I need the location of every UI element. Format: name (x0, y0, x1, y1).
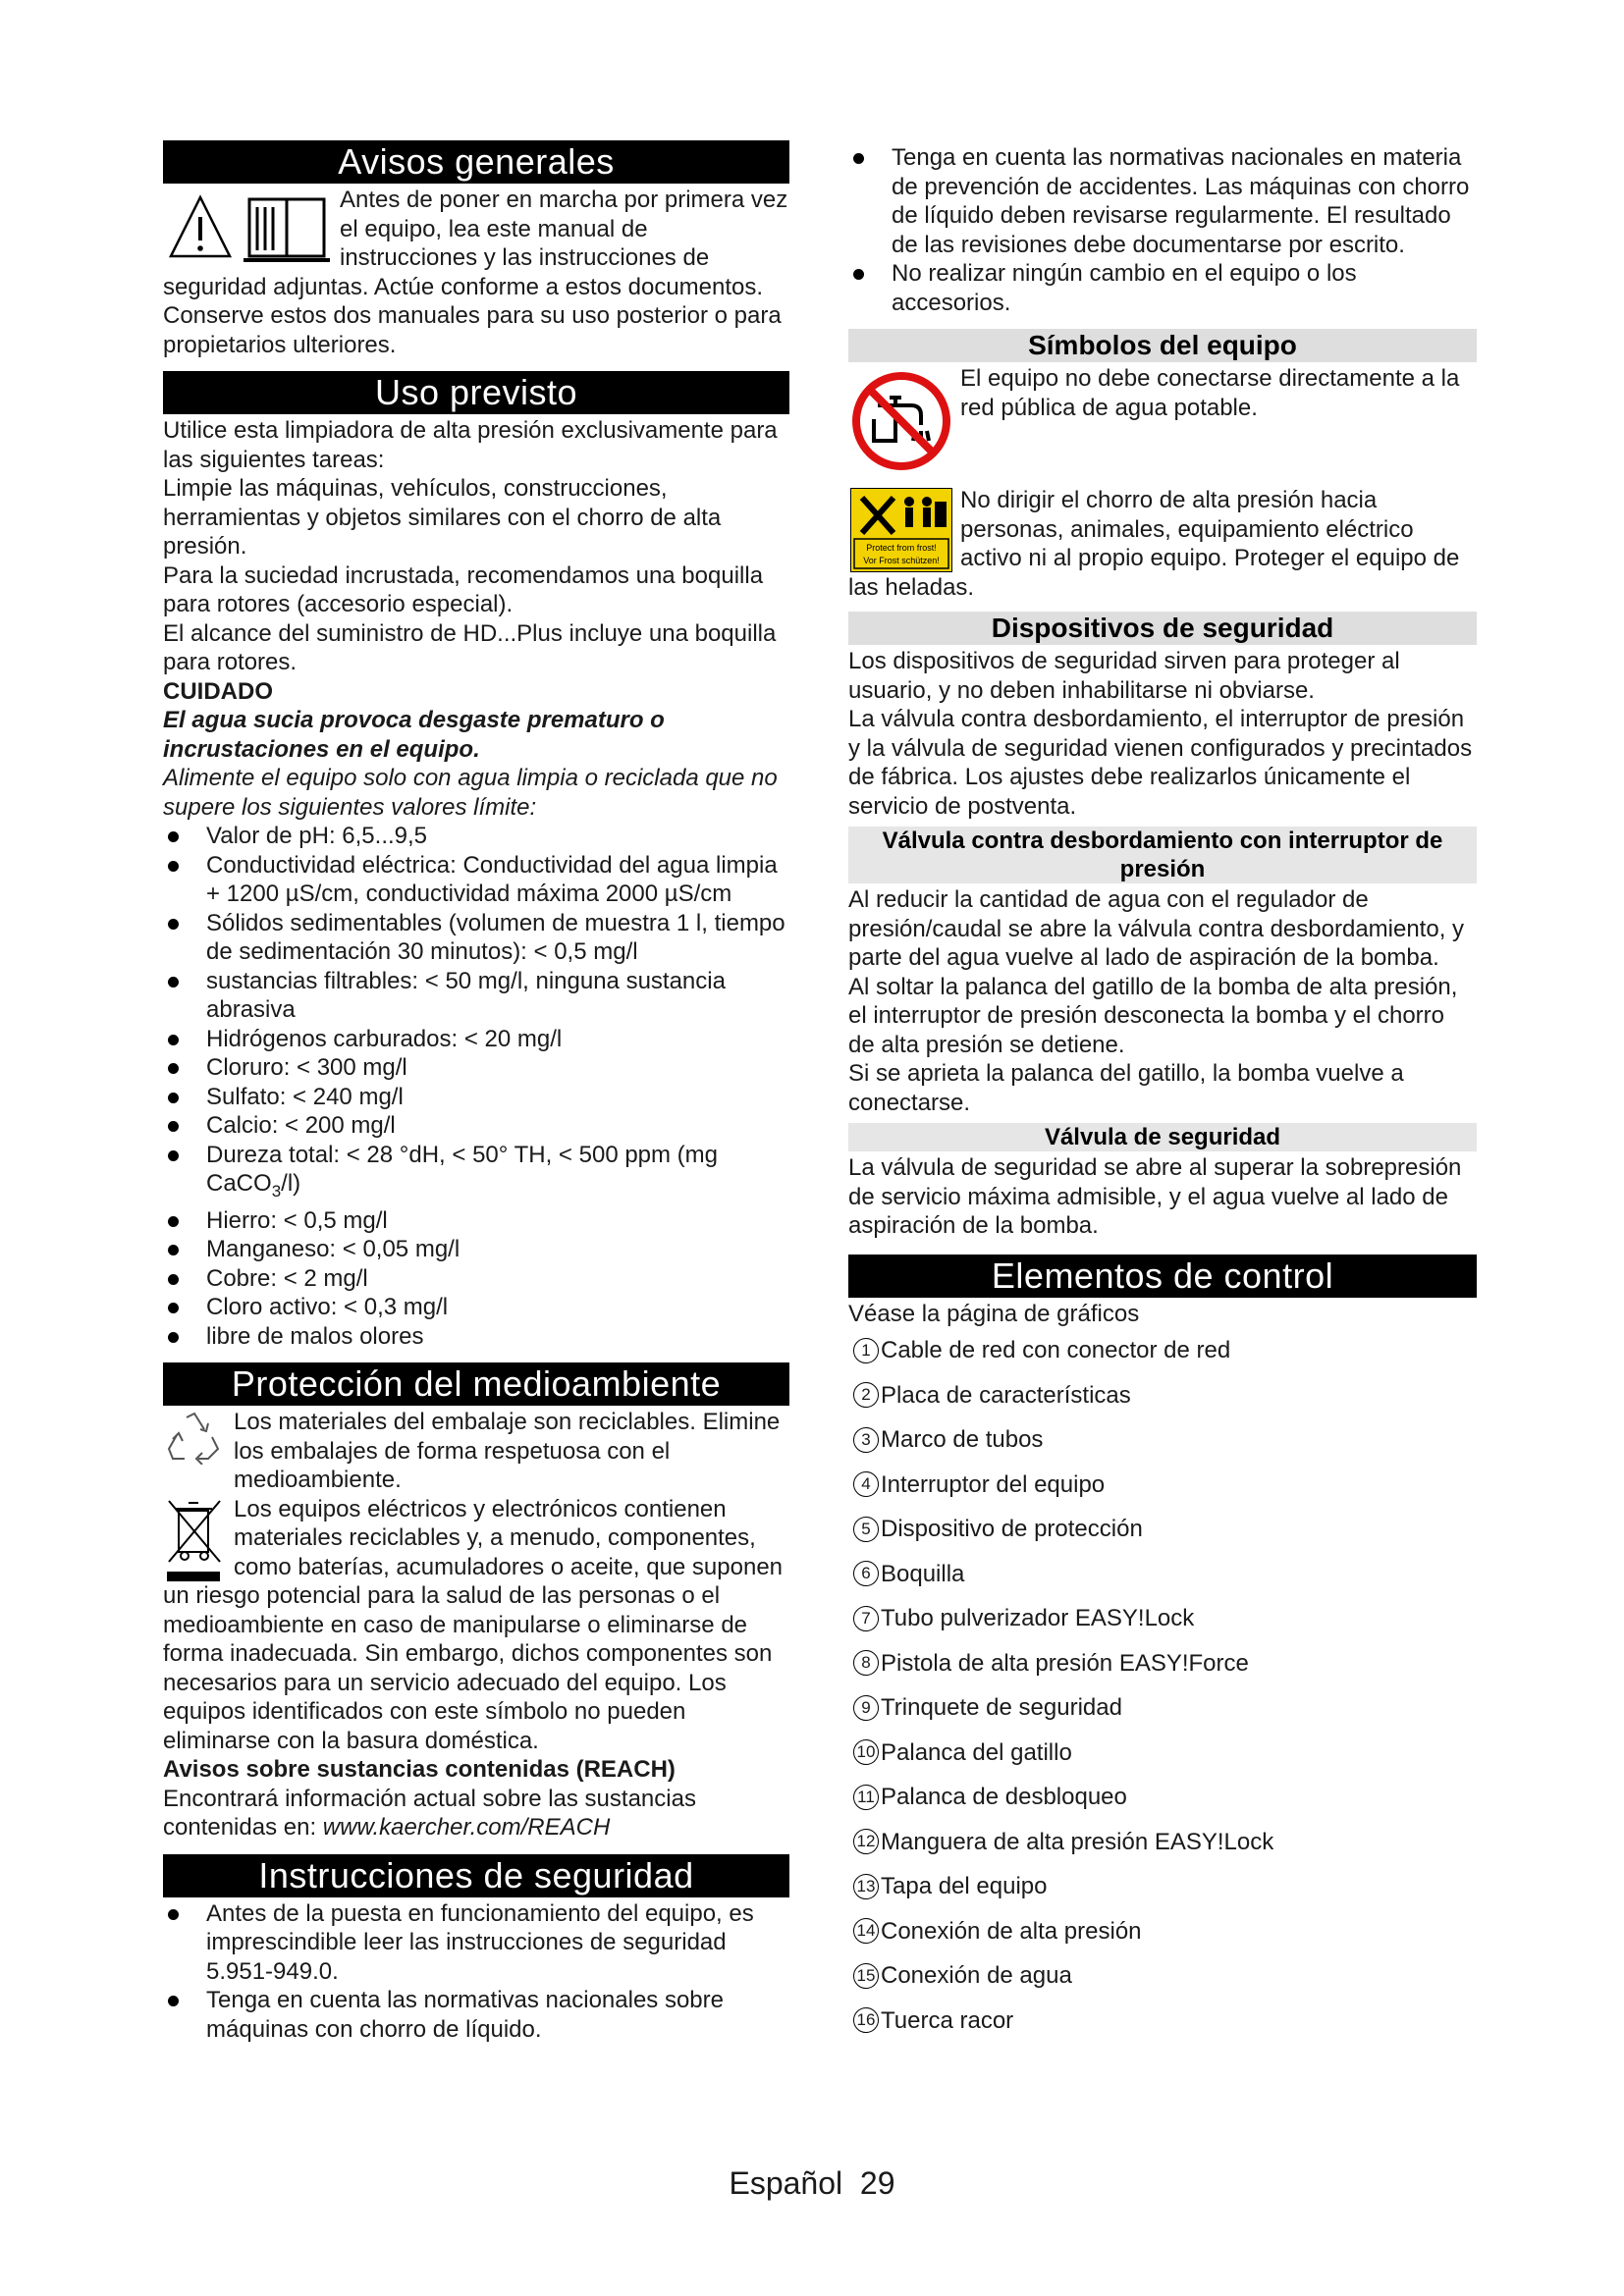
footer-language: Español (729, 2165, 843, 2201)
medio-text-2: Los equipos eléctricos y electrónicos contienen materiales reciclables y, a menudo, componentes, como baterías, acumuladores o aceite, que suponen un riesgo potencial para la salud de las personas o el medioambiente en caso de manipularse o eliminarse de forma inadecuada. Sin embargo, dichos componentes son necesarios para un servicio adecuado del equipo. Los equipos identificados con este símbolo no pueden eliminarse con la basura doméstica. (163, 1495, 784, 1754)
uso-text-1: Utilice esta limpiadora de alta presión exclusivamente para las siguientes tareas: (163, 417, 778, 473)
list-item: sustancias filtrables: < 50 mg/l, ninguna sustancia abrasiva (163, 967, 789, 1025)
list-item: 11 Palanca de desbloqueo (848, 1775, 1477, 1820)
uso-text-3: Para la suciedad incrustada, recomendamos una boquilla para rotores (accesorio especial). (163, 561, 764, 617)
no-spray-warning-label-icon (850, 488, 952, 572)
list-item: 5 Dispositivo de protección (848, 1507, 1477, 1552)
heading-valvula-seguridad: Válvula de seguridad (848, 1123, 1477, 1151)
list-item: 14 Conexión de alta presión (848, 1909, 1477, 1954)
safety-list-right (848, 143, 1477, 317)
dispositivos-text-2: La válvula contra desbordamiento, el interruptor de presión y la válvula de seguridad vienen configurados y precintados de fábrica. Los ajustes debe realizarlos únicamente el servicio de postventa. (848, 706, 1473, 820)
dispositivos-text-1: Los dispositivos de seguridad sirven para proteger al usuario, y no deben inhabilitarse ni obviarse. (848, 648, 1400, 704)
left-column (163, 140, 789, 2044)
simbolo-text-2: No dirigir el chorro de alta presión hacia personas, animales, equipamiento eléctrico activo ni al propio equipo. Proteger el equipo de las heladas. (848, 487, 1460, 601)
list-item: Tenga en cuenta las normativas nacionales en materia de prevención de accidentes. Las máquinas con chorro de líquido deben revisarse regularmente. El resultado de las revisiones debe documentarse por escrito. (848, 143, 1477, 259)
heading-dispositivos-seguridad: Dispositivos de seguridad (848, 612, 1477, 645)
list-item: 16 Tuerca racor (848, 1999, 1477, 2044)
list-item: Valor de pH: 6,5...9,5 (163, 822, 789, 851)
reach-title: Avisos sobre sustancias contenidas (REACH) (163, 1756, 676, 1783)
list-item: Antes de la puesta en funcionamiento del equipo, es imprescindible leer las instrucciones de seguridad 5.951-949.0. (163, 1899, 789, 1987)
list-item: 6 Boquilla (848, 1552, 1477, 1597)
list-item: Tenga en cuenta las normativas nacionales sobre máquinas con chorro de líquido. (163, 1986, 789, 2044)
warning-manual-icon (167, 191, 340, 264)
page-footer (0, 2165, 1624, 2202)
valvula-desb-text-3: Si se aprieta la palanca del gatillo, la bomba vuelve a conectarse. (848, 1060, 1404, 1116)
water-limits-list (163, 822, 789, 1351)
heading-instrucciones-seguridad: Instrucciones de seguridad (163, 1854, 789, 1897)
svg-text:Vor Frost schützen!: Vor Frost schützen! (863, 556, 940, 565)
list-item: 13 Tapa del equipo (848, 1864, 1477, 1909)
list-item: 4 Interruptor del equipo (848, 1463, 1477, 1508)
list-item: Cobre: < 2 mg/l (163, 1264, 789, 1294)
list-item: No realizar ningún cambio en el equipo o los accesorios. (848, 259, 1477, 317)
list-item: Sulfato: < 240 mg/l (163, 1083, 789, 1112)
weee-bin-icon (165, 1497, 226, 1585)
heading-uso-previsto: Uso previsto (163, 371, 789, 414)
avisos-text-2: Conserve estos dos manuales para su uso posterior o para propietarios ulteriores. (163, 302, 782, 358)
list-item: Hidrógenos carburados: < 20 mg/l (163, 1025, 789, 1054)
recycling-icon (165, 1410, 224, 1465)
list-item: 3 Marco de tubos (848, 1417, 1477, 1463)
heading-proteccion-medioambiente: Protección del medioambiente (163, 1362, 789, 1406)
list-item: Conductividad eléctrica: Conductividad del agua limpia + 1200 µS/cm, conductividad máxima 2000 µS/cm (163, 851, 789, 909)
reach-text: Encontrará información actual sobre las sustancias contenidas en: (163, 1785, 696, 1841)
valvula-desb-text-2: Al soltar la palanca del gatillo de la bomba de alta presión, el interruptor de presión desconecta la bomba y el chorro de alta presión se detiene. (848, 973, 1458, 1058)
reach-link[interactable]: www.kaercher.com/REACH (322, 1814, 611, 1841)
page-number: 29 (859, 2165, 895, 2201)
list-item: Manganeso: < 0,05 mg/l (163, 1235, 789, 1264)
list-item: 12 Manguera de alta presión EASY!Lock (848, 1820, 1477, 1865)
list-item-hardness: Dureza total: < 28 °dH, < 50° TH, < 500 ppm (mg CaCO$_3$/l) (163, 1141, 789, 1206)
list-item: 2 Placa de características (848, 1373, 1477, 1418)
list-item: 9 Trinquete de seguridad (848, 1685, 1477, 1731)
svg-text:Protect from frost!: Protect from frost! (866, 543, 937, 553)
list-item: 8 Pistola de alta presión EASY!Force (848, 1641, 1477, 1686)
right-column (848, 143, 1477, 2043)
safety-list-left (163, 1899, 789, 2045)
heading-avisos-generales: Avisos generales (163, 140, 789, 184)
list-item: Calcio: < 200 mg/l (163, 1111, 789, 1141)
list-item: 10 Palanca del gatillo (848, 1731, 1477, 1776)
elementos-intro: Véase la página de gráficos (848, 1300, 1140, 1327)
list-item: Hierro: < 0,5 mg/l (163, 1206, 789, 1236)
avisos-text-1: Antes de poner en marcha por primera vez el equipo, lea este manual de instrucciones y las instrucciones de seguridad adjuntas. Actúe conforme a estos documentos. (163, 187, 788, 300)
caution-warning: El agua sucia provoca desgaste prematuro o incrustaciones en el equipo. (163, 707, 665, 763)
caution-label: CUIDADO (163, 677, 273, 705)
medio-text-1: Los materiales del embalaje son reciclables. Elimine los embalajes de forma respetuosa con el medioambiente. (234, 1409, 781, 1493)
avisos-block (163, 186, 789, 359)
heading-elementos-control: Elementos de control (848, 1255, 1477, 1298)
heading-valvula-desbordamiento: Válvula contra desbordamiento con interruptor de presión (848, 827, 1477, 883)
control-elements-list (848, 1328, 1477, 2043)
list-item: Cloruro: < 300 mg/l (163, 1053, 789, 1083)
no-drinking-water-connection-icon (850, 370, 952, 472)
list-item: Cloro activo: < 0,3 mg/l (163, 1293, 789, 1322)
uso-text-2: Limpie las máquinas, vehículos, construcciones, herramientas y objetos similares con el chorro de alta presión. (163, 475, 722, 560)
list-item: 1 Cable de red con conector de red (848, 1328, 1477, 1373)
valvula-seg-text: La válvula de seguridad se abre al superar la sobrepresión de servicio máxima admisible, y el agua vuelve al lado de aspiración de la bomba. (848, 1154, 1462, 1239)
heading-simbolos-equipo: Símbolos del equipo (848, 329, 1477, 362)
caution-instruction: Alimente el equipo solo con agua limpia o reciclada que no supere los siguientes valores límite: (163, 765, 778, 821)
list-item: 7 Tubo pulverizador EASY!Lock (848, 1596, 1477, 1641)
simbolo-text-1: El equipo no debe conectarse directamente a la red pública de agua potable. (960, 365, 1460, 421)
list-item: Sólidos sedimentables (volumen de muestra 1 l, tiempo de sedimentación 30 minutos): < 0,5 mg/l (163, 909, 789, 967)
valvula-desb-text-1: Al reducir la cantidad de agua con el regulador de presión/caudal se abre la válvula contra desbordamiento, y parte del agua vuelve al lado de aspiración de la bomba. (848, 886, 1465, 971)
list-item: libre de malos olores (163, 1322, 789, 1352)
uso-text-4: El alcance del suministro de HD...Plus incluye una boquilla para rotores. (163, 619, 777, 675)
list-item: 15 Conexión de agua (848, 1953, 1477, 1999)
